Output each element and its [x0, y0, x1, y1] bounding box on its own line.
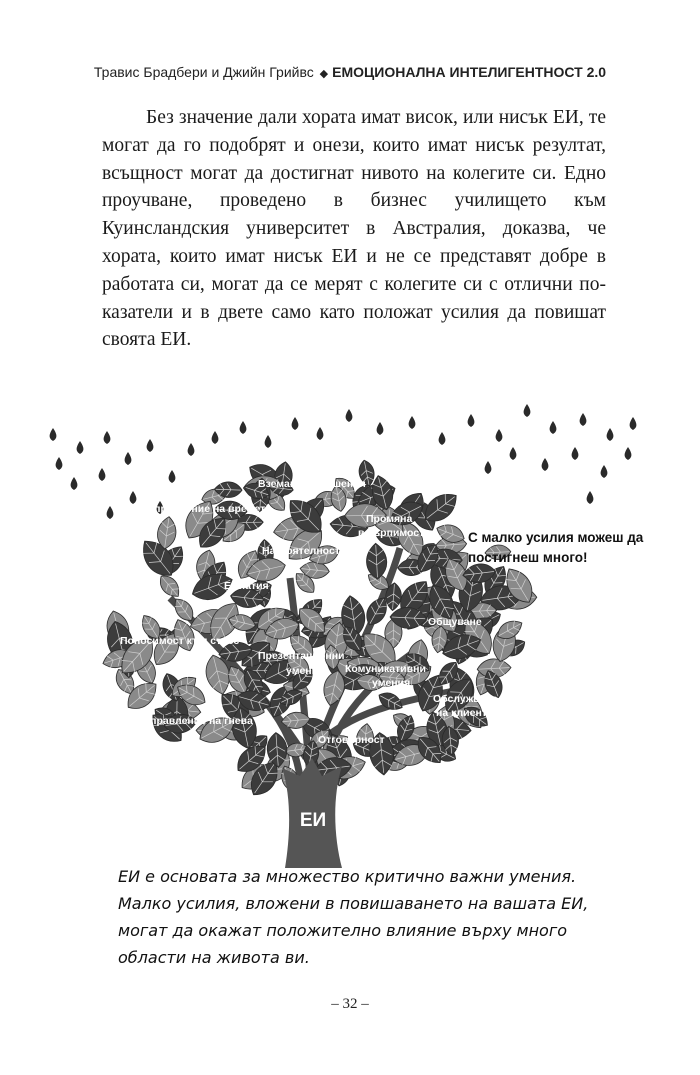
slogan-callout: С малко усилия можеш да постигнеш много! — [468, 530, 644, 565]
skill-communicative-line2: умения — [372, 677, 411, 689]
skill-stress-tolerance: Поносимост към стрес — [120, 635, 240, 647]
skill-patience-line2: в търпимостта — [358, 527, 436, 539]
skill-empathy: Емпатия — [224, 580, 269, 592]
header-authors: Травис Брадбери и Джийн Грийвс — [93, 64, 314, 80]
ei-tree-illustration — [0, 398, 700, 868]
tree-graphic — [0, 398, 700, 868]
page-number: – 32 – — [331, 996, 369, 1012]
skill-trust: Доверие — [194, 775, 239, 787]
skill-anger-management: Управление на гнева — [144, 715, 253, 727]
trunk-label: ЕИ — [299, 810, 327, 831]
skill-adaptability-line1: Приспосо- — [424, 761, 479, 773]
skill-customer-service-line1: Обслужване — [433, 693, 498, 705]
header-book-title: ЕМОЦИОНАЛНА ИНТЕЛИГЕНТНОСТ 2.0 — [332, 64, 607, 80]
figure-caption: ЕИ е основата за множество критично важни умения. Малко усилия, вложени в повишаването на вашата ЕИ, могат да окажат положително влияние върху много области на живота ви. — [118, 867, 589, 967]
skill-presentation-line1: Презентационни — [258, 650, 345, 662]
skill-presentation-line2: умения — [286, 665, 325, 677]
skill-customer-service-line2: на клиенти — [436, 707, 494, 719]
skill-patience-line1: Промяна — [366, 513, 413, 525]
skill-time-management: Управление на времето — [148, 503, 272, 515]
skill-communicative-line1: Комуникативни — [345, 663, 426, 675]
skill-adaptability-line2: бимост — [430, 775, 468, 787]
running-header — [0, 64, 700, 80]
header-diamond-icon: ◆ — [319, 68, 329, 80]
skill-persistence: Настоятелност — [262, 545, 340, 557]
skill-communication: Общуване — [428, 616, 482, 628]
body-paragraph: Без значение дали хората имат висок, или нисък ЕИ, те могат да го подобрят и онези, които имат нисък резултат, всъщност могат да достигнат нивото на колегите си. Едно проучване, проведено в бизнес училището към Куинсландския университет в Австралия, доказва, че хората, които имат нисък ЕИ и не се представят добре в работата си, могат да се мерят с колегите си с отлични показатели и в двете само като положат усилия да повишат своята ЕИ. — [102, 107, 606, 351]
skill-responsibility: Отговорност — [318, 734, 385, 746]
skill-decision-making: Вземане на решения — [258, 478, 366, 490]
